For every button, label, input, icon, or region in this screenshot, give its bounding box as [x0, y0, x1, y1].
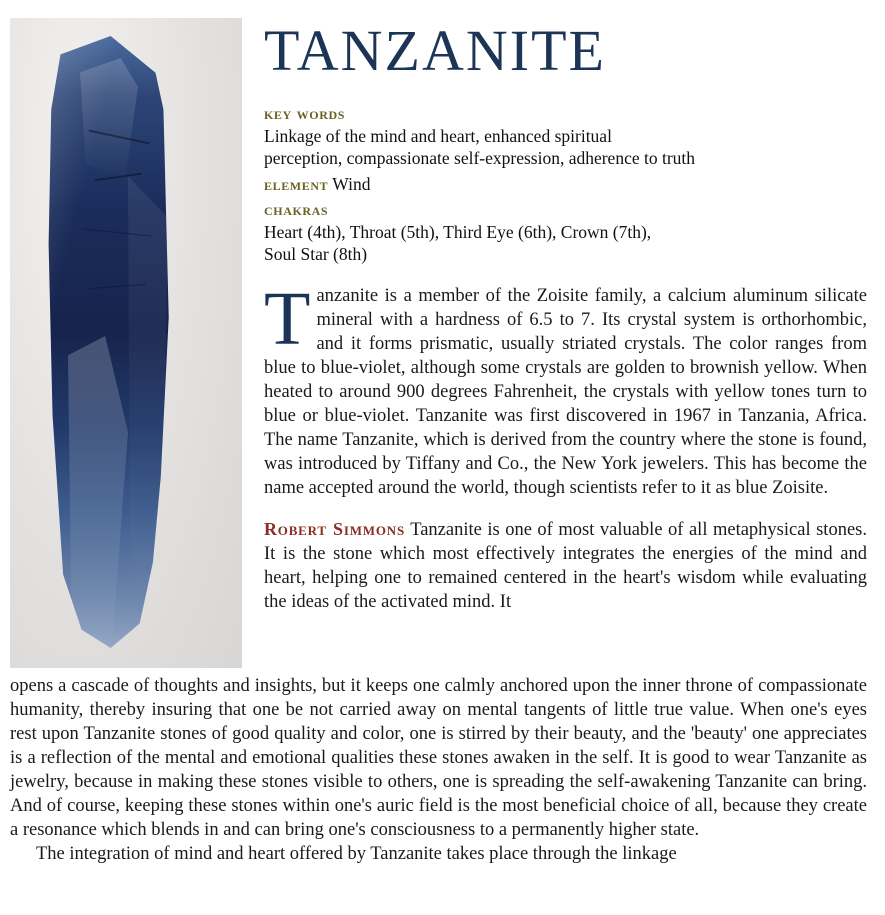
attribute-value-line: Soul Star (8th) — [264, 244, 368, 265]
intro-paragraph: Tanzanite is a member of the Zoisite family, a calcium aluminum silicate mineral with a hardness of 6.5 to 7. Its crystal system is orthorhombic, and it forms prismatic, usually striated crystals. The color ranges from blue to blue-violet, although some crystals are golden to brownish yellow. When heated to around 900 degrees Fahrenheit, the crystals with yellow tones turn to blue or blue-violet. Tanzanite was first discovered in 1967 in Tanzania, Africa. The name Tanzanite, which is derived from the country where the stone is found, was introduced by Tiffany and Co., the New York jewelers. This has become the name accepted around the world, though scientists refer to it as blue Zoisite. — [264, 276, 867, 499]
tanzanite-crystal-photo — [10, 18, 242, 668]
author-byline: Robert Simmons — [264, 519, 405, 540]
author-paragraph-continued: opens a cascade of thoughts and insights, but it keeps one calmly anchored upon the inner throne of compassionate humanity, thereby insuring that one be not carried away on mental tangents of little true value. When one's eyes rest upon Tanzanite stones of good quality and color, one is stirred by their beauty, and the 'beauty' one appreciates is a reflection of the mental and emotional qualities these stones awaken in the self. It is good to wear Tanzanite as jewelry, because in making these stones visible to others, one is spreading the self-awakening Tanzanite can bring. And of course, keeping these stones within one's auric field is the most beneficial choice of all, because they create a resonance which blends in and can bring one's consciousness to a permanently higher state. — [10, 676, 867, 841]
final-paragraph: The integration of mind and heart offered by Tanzanite takes place through the linkage — [36, 844, 677, 865]
attribute-value-line: Heart (4th), Throat (5th), Third Eye (6th), Crown (7th), — [264, 222, 652, 243]
author-paragraph-text: Tanzanite is one of most valuable of all metaphysical stones. It is the stone which most effectively integrates the energies of the mind and heart, helping one to remained centered in the heart's wisdom while evaluating the ideas of the activated mind. It — [264, 520, 867, 613]
attribute-value-line: perception, compassionate self-expression, adherence to truth — [264, 148, 696, 169]
attribute-label: element — [264, 174, 329, 194]
crystal-facet-highlight — [68, 336, 128, 656]
attribute-label: key words — [264, 104, 345, 123]
page-title: TANZANITE — [264, 18, 606, 83]
attribute-value-line: Linkage of the mind and heart, enhanced spiritual — [264, 125, 612, 146]
attribute-value: Wind — [332, 173, 371, 194]
crystal-facet-highlight — [80, 58, 138, 178]
attribute-label: chakras — [264, 200, 329, 220]
